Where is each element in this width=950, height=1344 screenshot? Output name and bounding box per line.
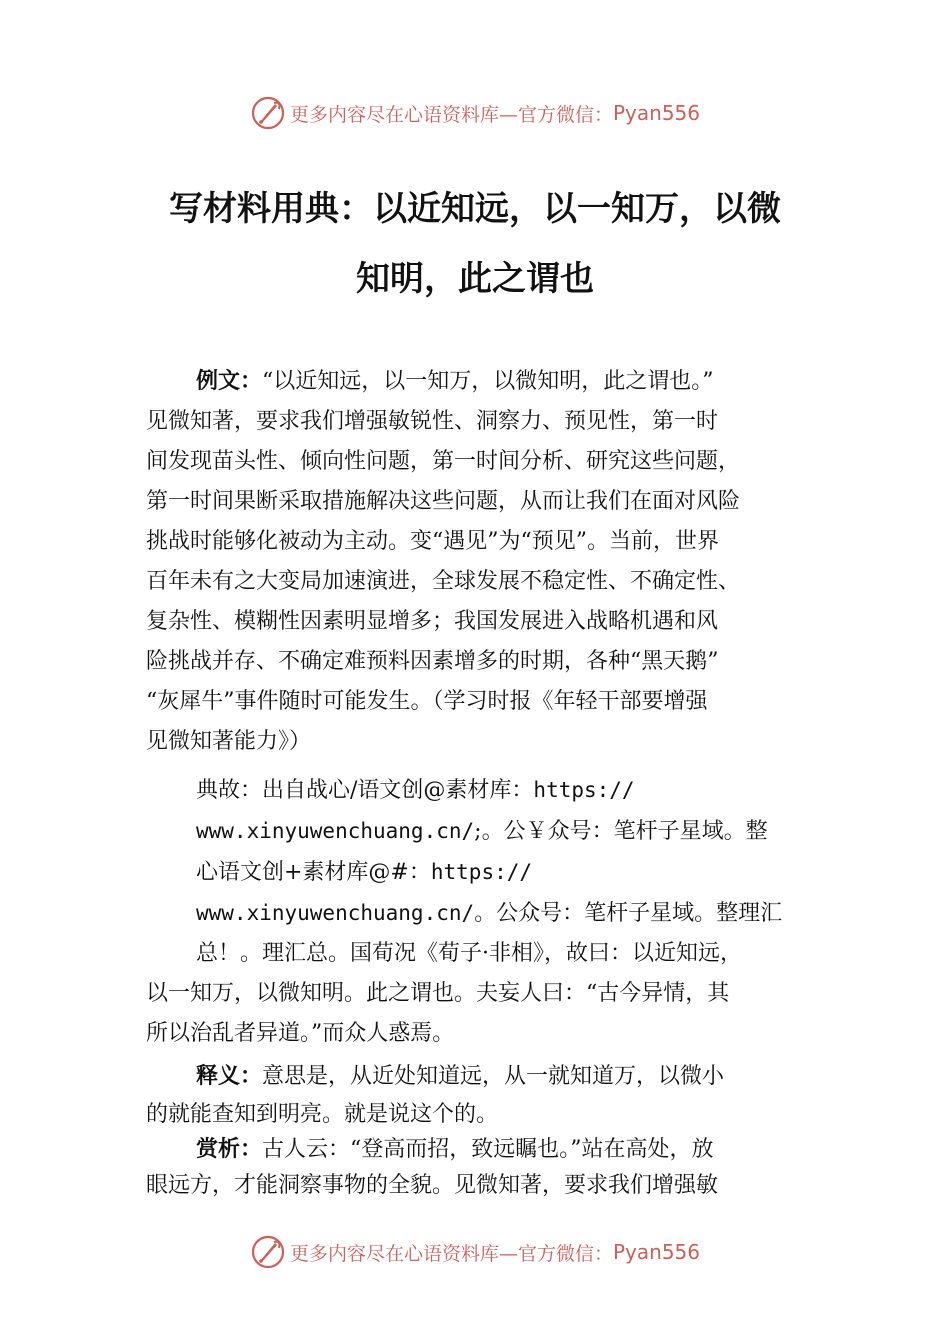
allusion-line: 所以治乱者异道。”而众人惑焉。 (146, 1021, 455, 1046)
footer-banner (0, 1232, 950, 1272)
banner-wechat-id: Pyan556 (613, 101, 701, 125)
quill-pen-seal-icon (250, 95, 286, 131)
example-line: 险挑战并存、不确定难预料因素增多的时期，各种“黑天鹅” (146, 649, 719, 674)
analysis-label: 赏析： (196, 1137, 263, 1162)
allusion-line: 以一知万，以微知明。此之谓也。夫妄人曰：“古今异情，其 (146, 981, 730, 1006)
banner-text: 更多内容尽在心语资料库—官方微信： (289, 103, 613, 126)
example-line: 百年未有之大变局加速演进，全球发展不稳定性、不确定性、 (146, 569, 741, 594)
allusion-line: 心语文创+素材库@#：https:// (196, 860, 533, 885)
example-line: 挑战时能够化被动为主动。变“遇见”为“预见”。当前，世界 (146, 529, 719, 554)
example-label: 例文： (196, 369, 263, 394)
analysis-line: 赏析：古人云：“登高而招，致远瞩也。”站在高处，放 (196, 1137, 714, 1162)
allusion-line: www.xinyuwenchuang.cn/;。公￥众号：笔杆子星域。整 (196, 819, 768, 844)
source-url: https:// (430, 860, 533, 884)
example-paragraph (146, 362, 836, 762)
example-line: “灰犀牛”事件随时可能发生。（学习时报《年轻干部要增强 (146, 689, 708, 714)
banner-wechat-id: Pyan556 (613, 1240, 701, 1264)
example-line: 例文：“以近知远，以一知万，以微知明，此之谓也。” (196, 369, 714, 394)
analysis-paragraph (146, 1132, 836, 1204)
source-url: www.xinyuwenchuang.cn/ (196, 819, 475, 843)
example-line: 第一时间果断采取措施解决这些问题，从而让我们在面对风险 (146, 489, 741, 514)
analysis-line: 眼远方，才能洞察事物的全貌。见微知著，要求我们增强敏 (146, 1173, 719, 1198)
meaning-paragraph (146, 1058, 836, 1134)
allusion-line: www.xinyuwenchuang.cn/。公众号：笔杆子星域。整理汇 (196, 901, 783, 926)
header-banner (0, 93, 950, 133)
example-line: 见微知著，要求我们增强敏锐性、洞察力、预见性，第一时 (146, 409, 719, 434)
allusion-paragraph (146, 770, 836, 1054)
source-url: www.xinyuwenchuang.cn/ (196, 901, 475, 925)
meaning-line: 的就能查知到明亮。就是说这个的。 (146, 1102, 499, 1127)
allusion-line: 总！。理汇总。国荀况《荀子·非相》，故曰：以近知远， (196, 941, 742, 966)
allusion-line: 典故：出自战心/语文创@素材库：https:// (196, 778, 635, 803)
title-line-2: 知明，此之谓也 (356, 259, 594, 299)
quill-pen-seal-icon (250, 1234, 286, 1270)
example-line: 复杂性、模糊性因素明显增多；我国发展进入战略机遇和风 (146, 609, 719, 634)
example-line: 见微知著能力》） (146, 729, 312, 754)
example-line: 间发现苗头性、倾向性问题，第一时间分析、研究这些问题， (146, 449, 741, 474)
title-line-1: 写材料用典：以近知远，以一知万，以微 (169, 189, 781, 229)
banner-text: 更多内容尽在心语资料库—官方微信： (289, 1242, 613, 1265)
meaning-label: 释义： (196, 1064, 263, 1089)
page-title (100, 174, 850, 314)
source-url: https:// (533, 778, 635, 802)
meaning-line: 释义：意思是，从近处知道远，从一就知道万，以微小 (196, 1064, 725, 1089)
